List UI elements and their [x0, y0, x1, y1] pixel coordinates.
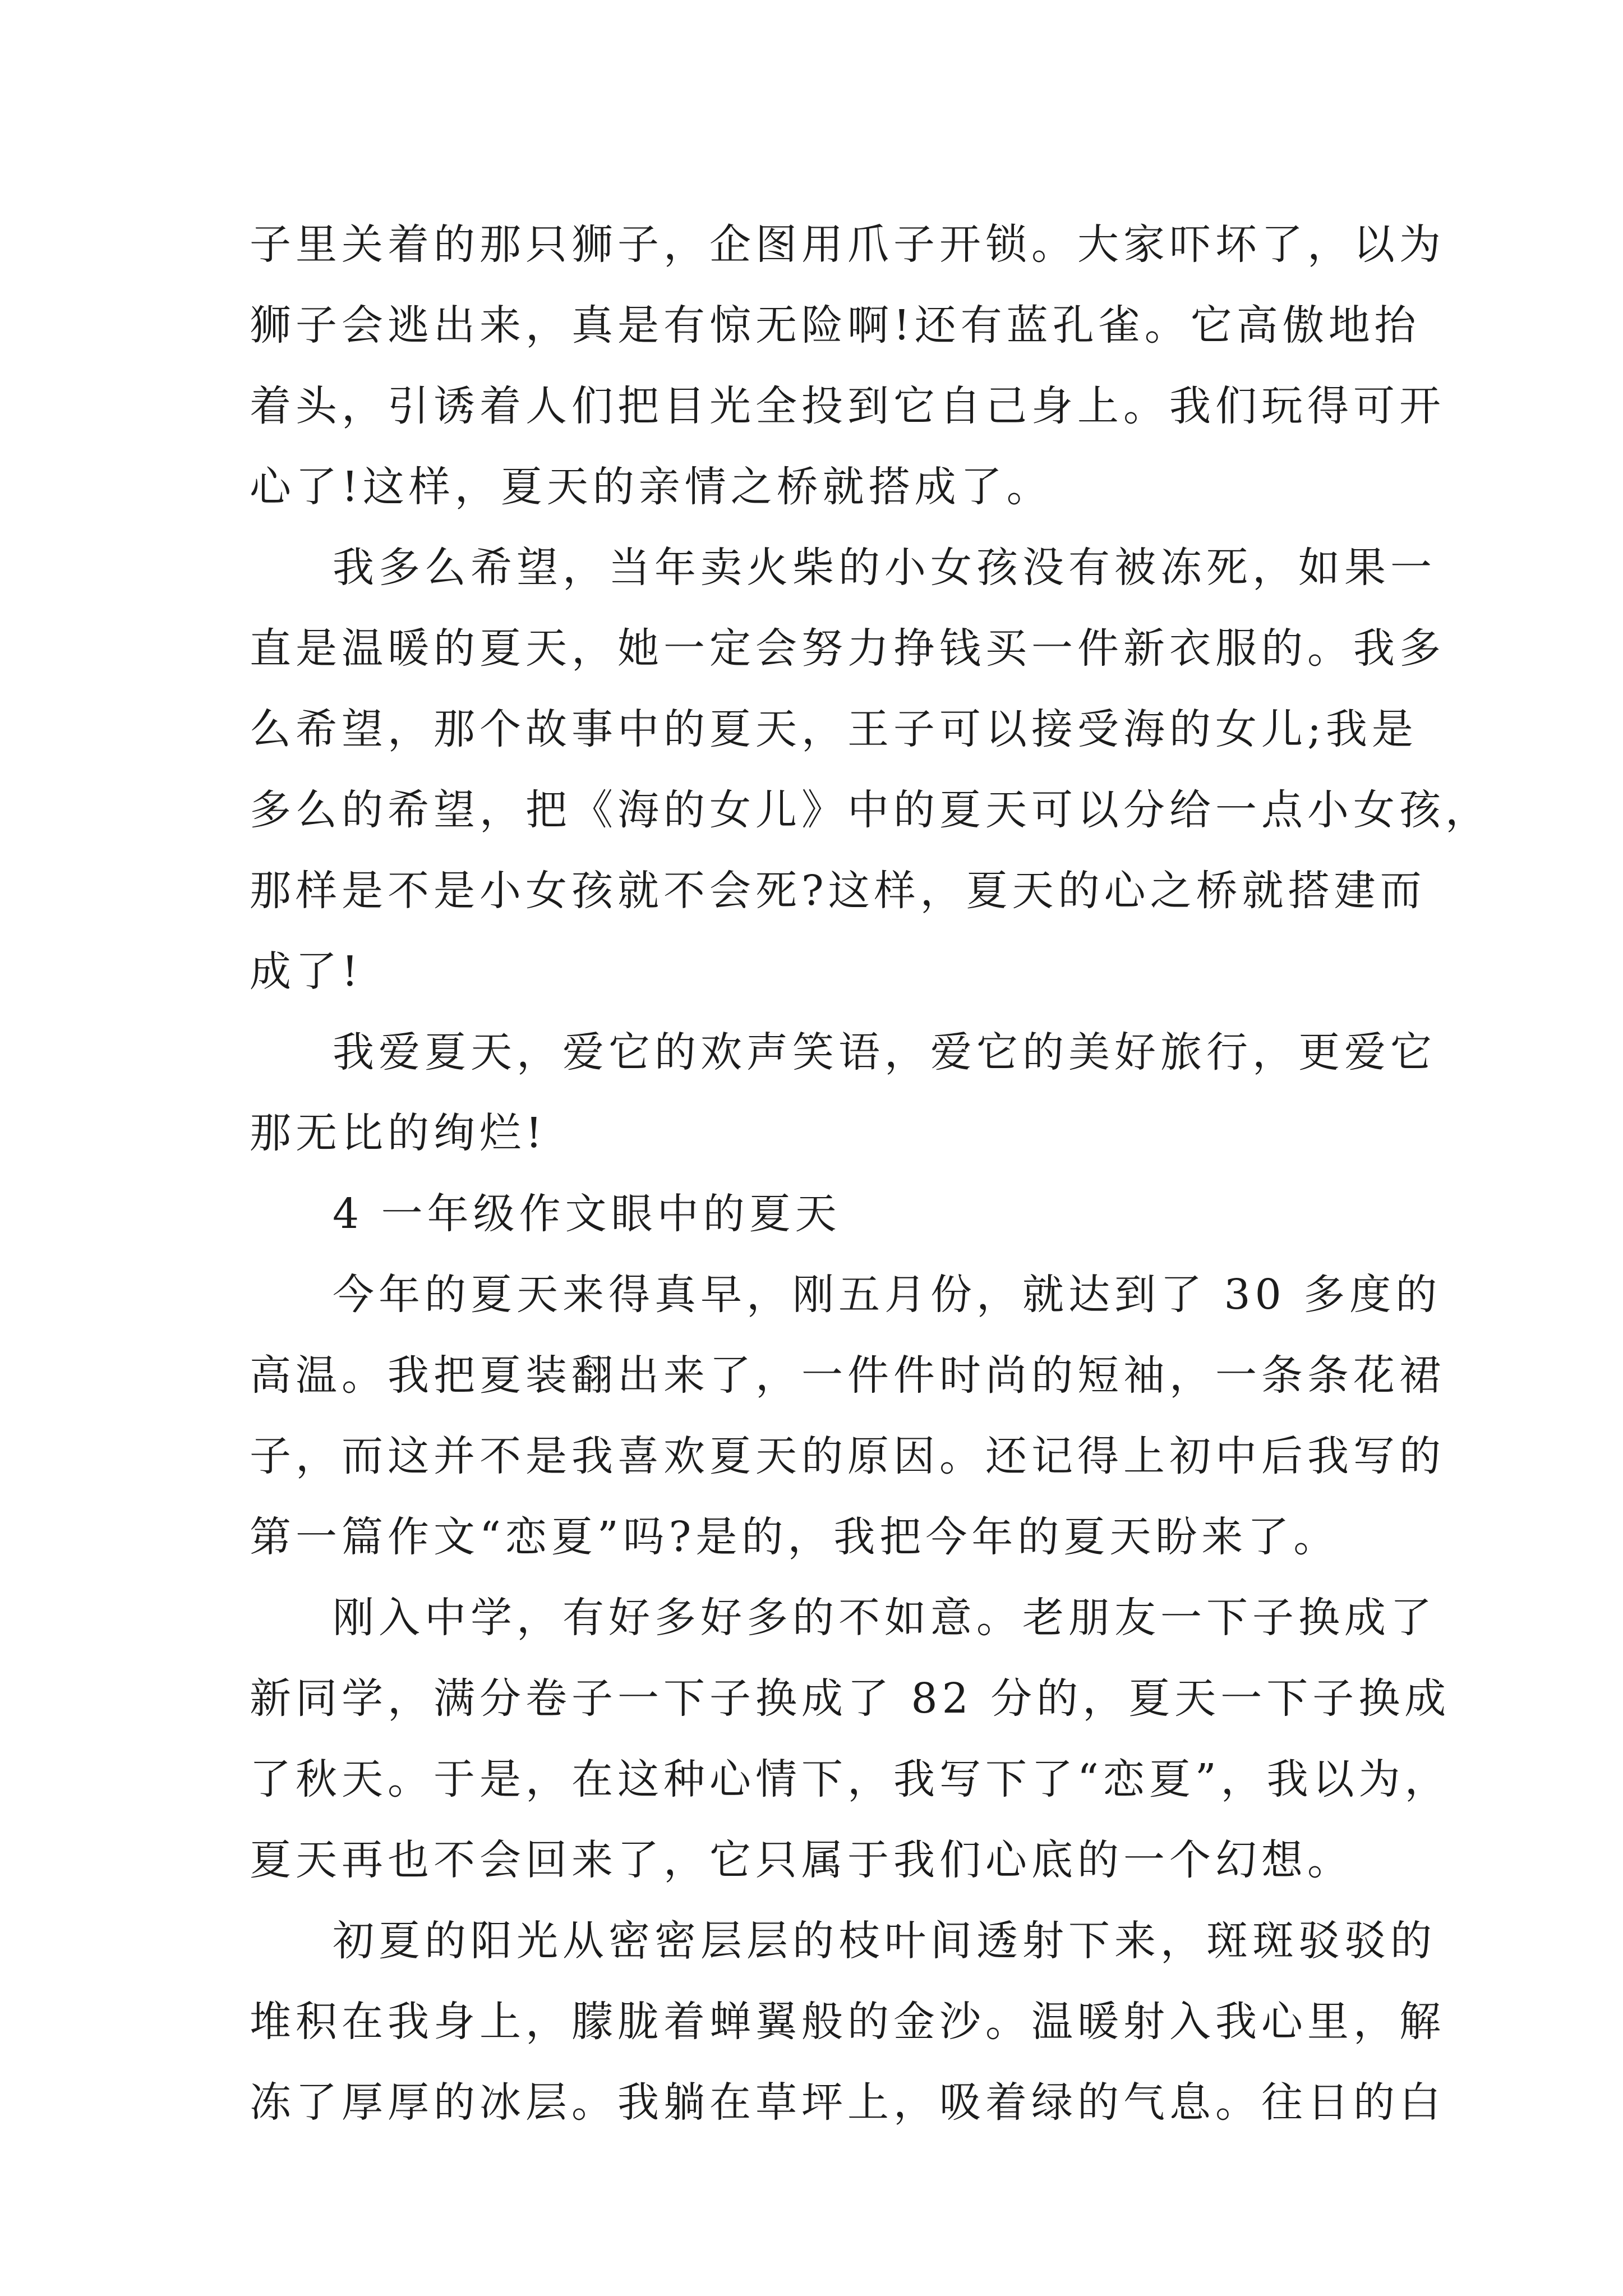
text-line: 那无比的绚烂!	[250, 1109, 547, 1157]
paragraph	[250, 527, 1491, 1012]
text-line: 直是温暖的夏天，她一定会努力挣钱买一件新衣服的。我多	[250, 624, 1445, 673]
text-line: 了秋天。于是，在这种心情下，我写下了“恋夏”，我以为，	[250, 1755, 1451, 1803]
text-line: 我爱夏天，爱它的欢声笑语，爱它的美好旅行，更爱它	[333, 1028, 1436, 1076]
text-line: 那样是不是小女孩就不会死?这样，夏天的心之桥就搭建而	[250, 867, 1426, 915]
text-line: 子里关着的那只狮子，企图用爪子开锁。大家吓坏了，以为	[250, 220, 1445, 269]
paragraph	[250, 1901, 1445, 2143]
text-line: 多么的希望，把《海的女儿》中的夏天可以分给一点小女孩，	[250, 786, 1491, 834]
text-line: 高温。我把夏装翻出来了，一件件时尚的短袖，一条条花裙	[250, 1351, 1445, 1400]
text-line: 狮子会逃出来，真是有惊无险啊!还有蓝孔雀。它高傲地抬	[250, 301, 1421, 349]
text-line: 么希望，那个故事中的夏天，王子可以接受海的女儿;我是	[250, 705, 1418, 753]
text-line: 夏天再也不会回来了，它只属于我们心底的一个幻想。	[250, 1836, 1353, 1884]
paragraph	[250, 1577, 1451, 1901]
text-line: 今年的夏天来得真早，刚五月份，就达到了 30 多度的	[333, 1271, 1442, 1319]
text-line: 成了!	[250, 947, 363, 996]
text-line: 新同学，满分卷子一下子换成了 82 分的，夏天一下子换成	[250, 1674, 1451, 1723]
paragraph	[250, 204, 1445, 527]
heading-line: 4 一年级作文眼中的夏天	[333, 1190, 841, 1238]
text-line: 刚入中学，有好多好多的不如意。老朋友一下子换成了	[333, 1594, 1436, 1642]
text-line: 初夏的阳光从密密层层的枝叶间透射下来，斑斑驳驳的	[333, 1917, 1436, 1965]
text-line: 着头，引诱着人们把目光全投到它自己身上。我们玩得可开	[250, 382, 1445, 430]
text-line: 心了!这样，夏天的亲情之桥就搭成了。	[250, 463, 1053, 511]
text-line: 第一篇作文“恋夏”吗?是的，我把今年的夏天盼来了。	[250, 1513, 1340, 1561]
section-heading	[250, 1174, 1382, 1254]
text-line: 我多么希望，当年卖火柴的小女孩没有被冻死，如果一	[333, 544, 1436, 592]
paragraph	[250, 1012, 1436, 1174]
text-line: 堆积在我身上，朦胧着蝉翼般的金沙。温暖射入我心里，解	[250, 1998, 1445, 2046]
text-line: 冻了厚厚的冰层。我躺在草坪上，吸着绿的气息。往日的白	[250, 2078, 1445, 2127]
body-text	[250, 204, 1491, 2143]
text-line: 子，而这并不是我喜欢夏天的原因。还记得上初中后我写的	[250, 1432, 1445, 1480]
paragraph	[250, 1254, 1445, 1577]
